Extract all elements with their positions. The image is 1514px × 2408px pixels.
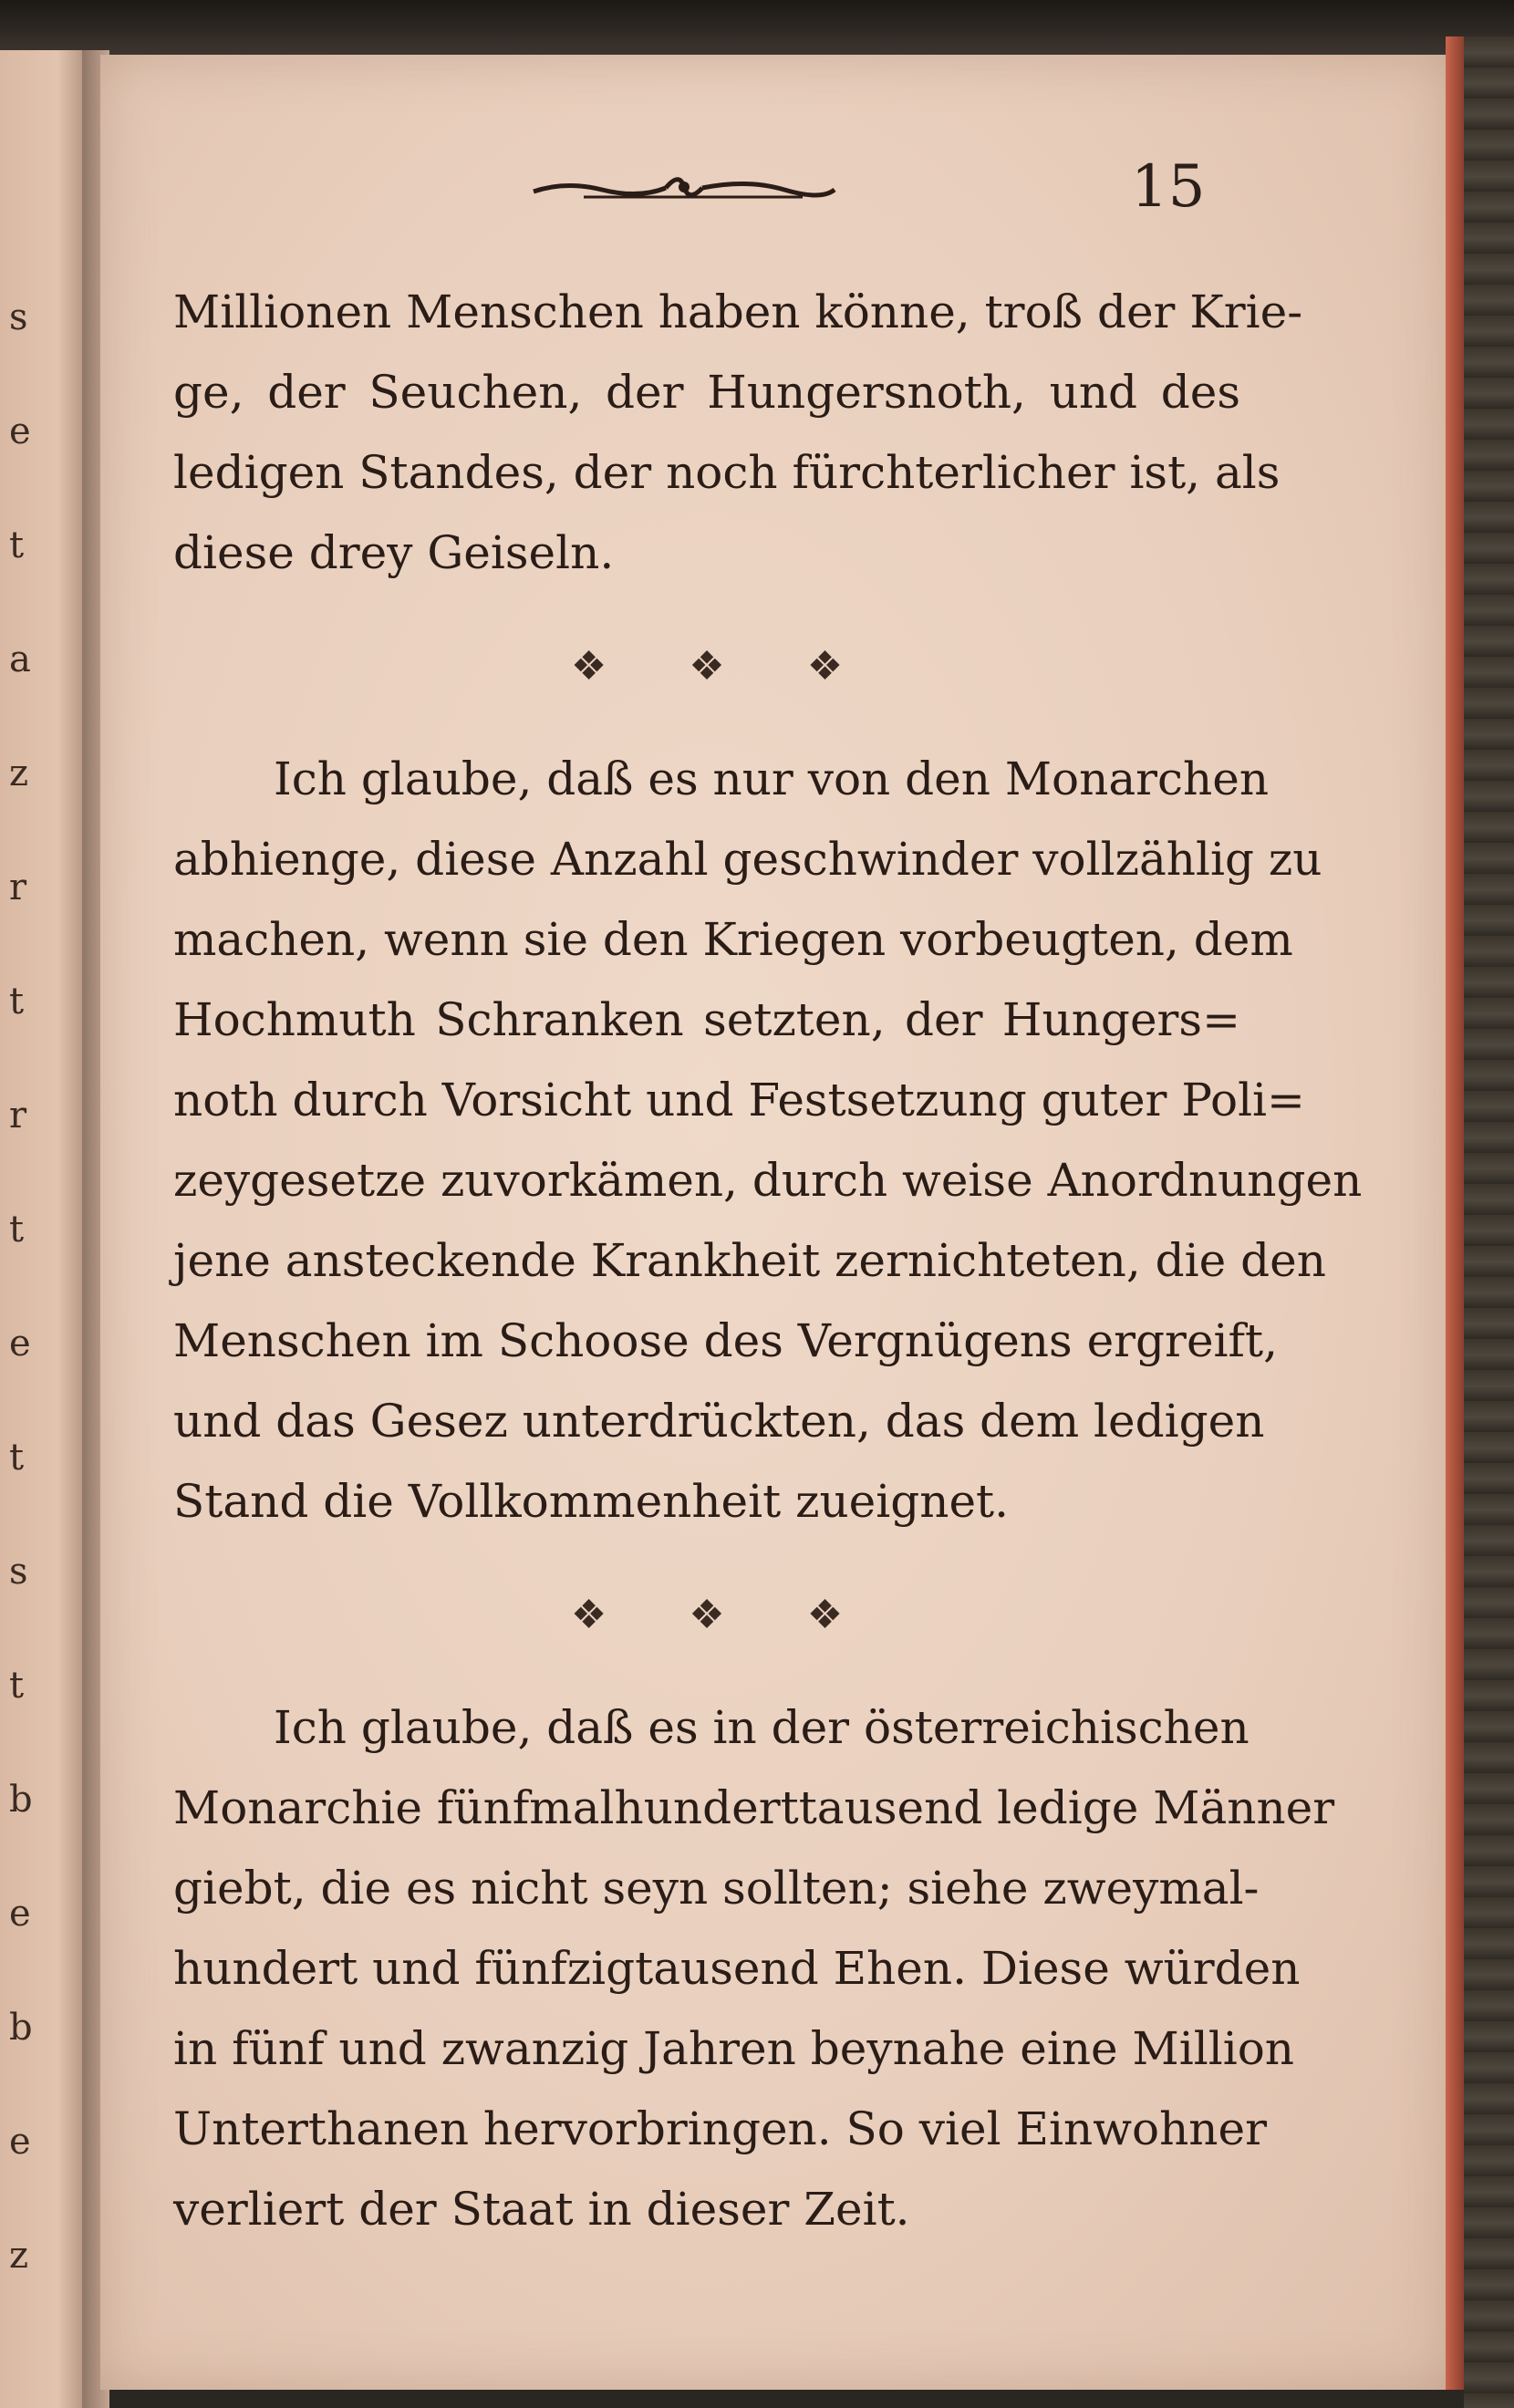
text-line: machen, wenn sie den Kriegen vorbeugten, dem xyxy=(173,913,1293,966)
left-page-fragment: t xyxy=(9,1437,25,1479)
left-page-fragment: t xyxy=(9,1665,25,1707)
left-page-fragment: s xyxy=(9,296,28,338)
paragraph xyxy=(173,739,1363,1541)
page-number: 15 xyxy=(1131,153,1206,221)
text-line: in fünf und zwanzig Jahren beynahe eine Million xyxy=(173,2022,1295,2075)
left-page-fragment: t xyxy=(9,524,25,566)
text-line: jene ansteckende Krankheit zernichteten, die den xyxy=(173,1234,1326,1287)
text-line: Ich glaube, daß es nur von den Monarchen xyxy=(274,752,1270,805)
left-page-fragment: e xyxy=(9,1323,31,1365)
text-line: ge, der Seuchen, der Hungersnoth, und des xyxy=(173,366,1240,419)
text-line: Millionen Menschen haben könne, troß der Krie- xyxy=(173,285,1303,338)
top-edge xyxy=(0,0,1514,55)
left-page-fragment: e xyxy=(9,410,31,452)
left-page-fragment: t xyxy=(9,981,25,1022)
left-page-fragment: z xyxy=(9,752,29,794)
text-line: Monarchie fünfmalhunderttausend ledige Männer xyxy=(173,1781,1335,1834)
separator-ornament: ❖ xyxy=(689,642,725,690)
text-line: und das Gesez unterdrückten, das dem ledigen xyxy=(173,1395,1265,1448)
book-binding xyxy=(1464,36,1514,2408)
left-page-fragment: a xyxy=(9,638,31,680)
left-page-fragment: b xyxy=(9,2007,33,2049)
left-page-fragment: r xyxy=(9,1095,27,1137)
left-page-fragment: e xyxy=(9,1893,31,1935)
paragraph xyxy=(173,1687,1335,2249)
section-separator xyxy=(173,1541,1240,1687)
page-text xyxy=(173,272,1363,2249)
left-page-fragment: e xyxy=(9,2121,31,2163)
text-line: Unterthanen hervorbringen. So viel Einwohner xyxy=(173,2102,1267,2155)
separator-ornament: ❖ xyxy=(570,1591,607,1638)
left-page-fragment: r xyxy=(9,867,27,908)
left-page-fragment: b xyxy=(9,1779,33,1821)
text-line: abhienge, diese Anzahl geschwinder vollzählig zu xyxy=(173,833,1322,886)
separator-ornament: ❖ xyxy=(570,642,607,690)
text-line: Ich glaube, daß es in der österreichischen xyxy=(274,1701,1250,1754)
section-separator xyxy=(173,593,1240,739)
paragraph xyxy=(173,272,1303,593)
page-edge xyxy=(1446,36,1464,2390)
text-line: zeygesetze zuvorkämen, durch weise Anordnungen xyxy=(173,1154,1363,1207)
text-line: verliert der Staat in dieser Zeit. xyxy=(173,2183,910,2236)
text-line: diese drey Geiseln. xyxy=(173,526,615,579)
text-line: ledigen Standes, der noch fürchterlicher ist, als xyxy=(173,446,1281,499)
left-page-edge xyxy=(0,50,82,2408)
left-page-fragment: t xyxy=(9,1209,25,1251)
left-page-fragment: z xyxy=(9,2235,29,2277)
left-page-fragment: s xyxy=(9,1551,28,1593)
separator-ornament: ❖ xyxy=(689,1591,725,1638)
text-line: Menschen im Schoose des Vergnügens ergreift, xyxy=(173,1314,1279,1367)
separator-ornament: ❖ xyxy=(806,642,844,690)
header-ornament xyxy=(529,164,839,210)
text-line: Stand die Vollkommenheit zueignet. xyxy=(173,1475,1010,1528)
text-line: noth durch Vorsicht und Festsetzung guter Poli= xyxy=(173,1074,1305,1126)
text-line: hundert und fünfzigtausend Ehen. Diese würden xyxy=(173,1942,1301,1995)
text-line: giebt, die es nicht seyn sollten; siehe zweymal- xyxy=(173,1862,1260,1915)
text-line: Hochmuth Schranken setzten, der Hungers= xyxy=(173,993,1240,1046)
separator-ornament: ❖ xyxy=(806,1591,844,1638)
